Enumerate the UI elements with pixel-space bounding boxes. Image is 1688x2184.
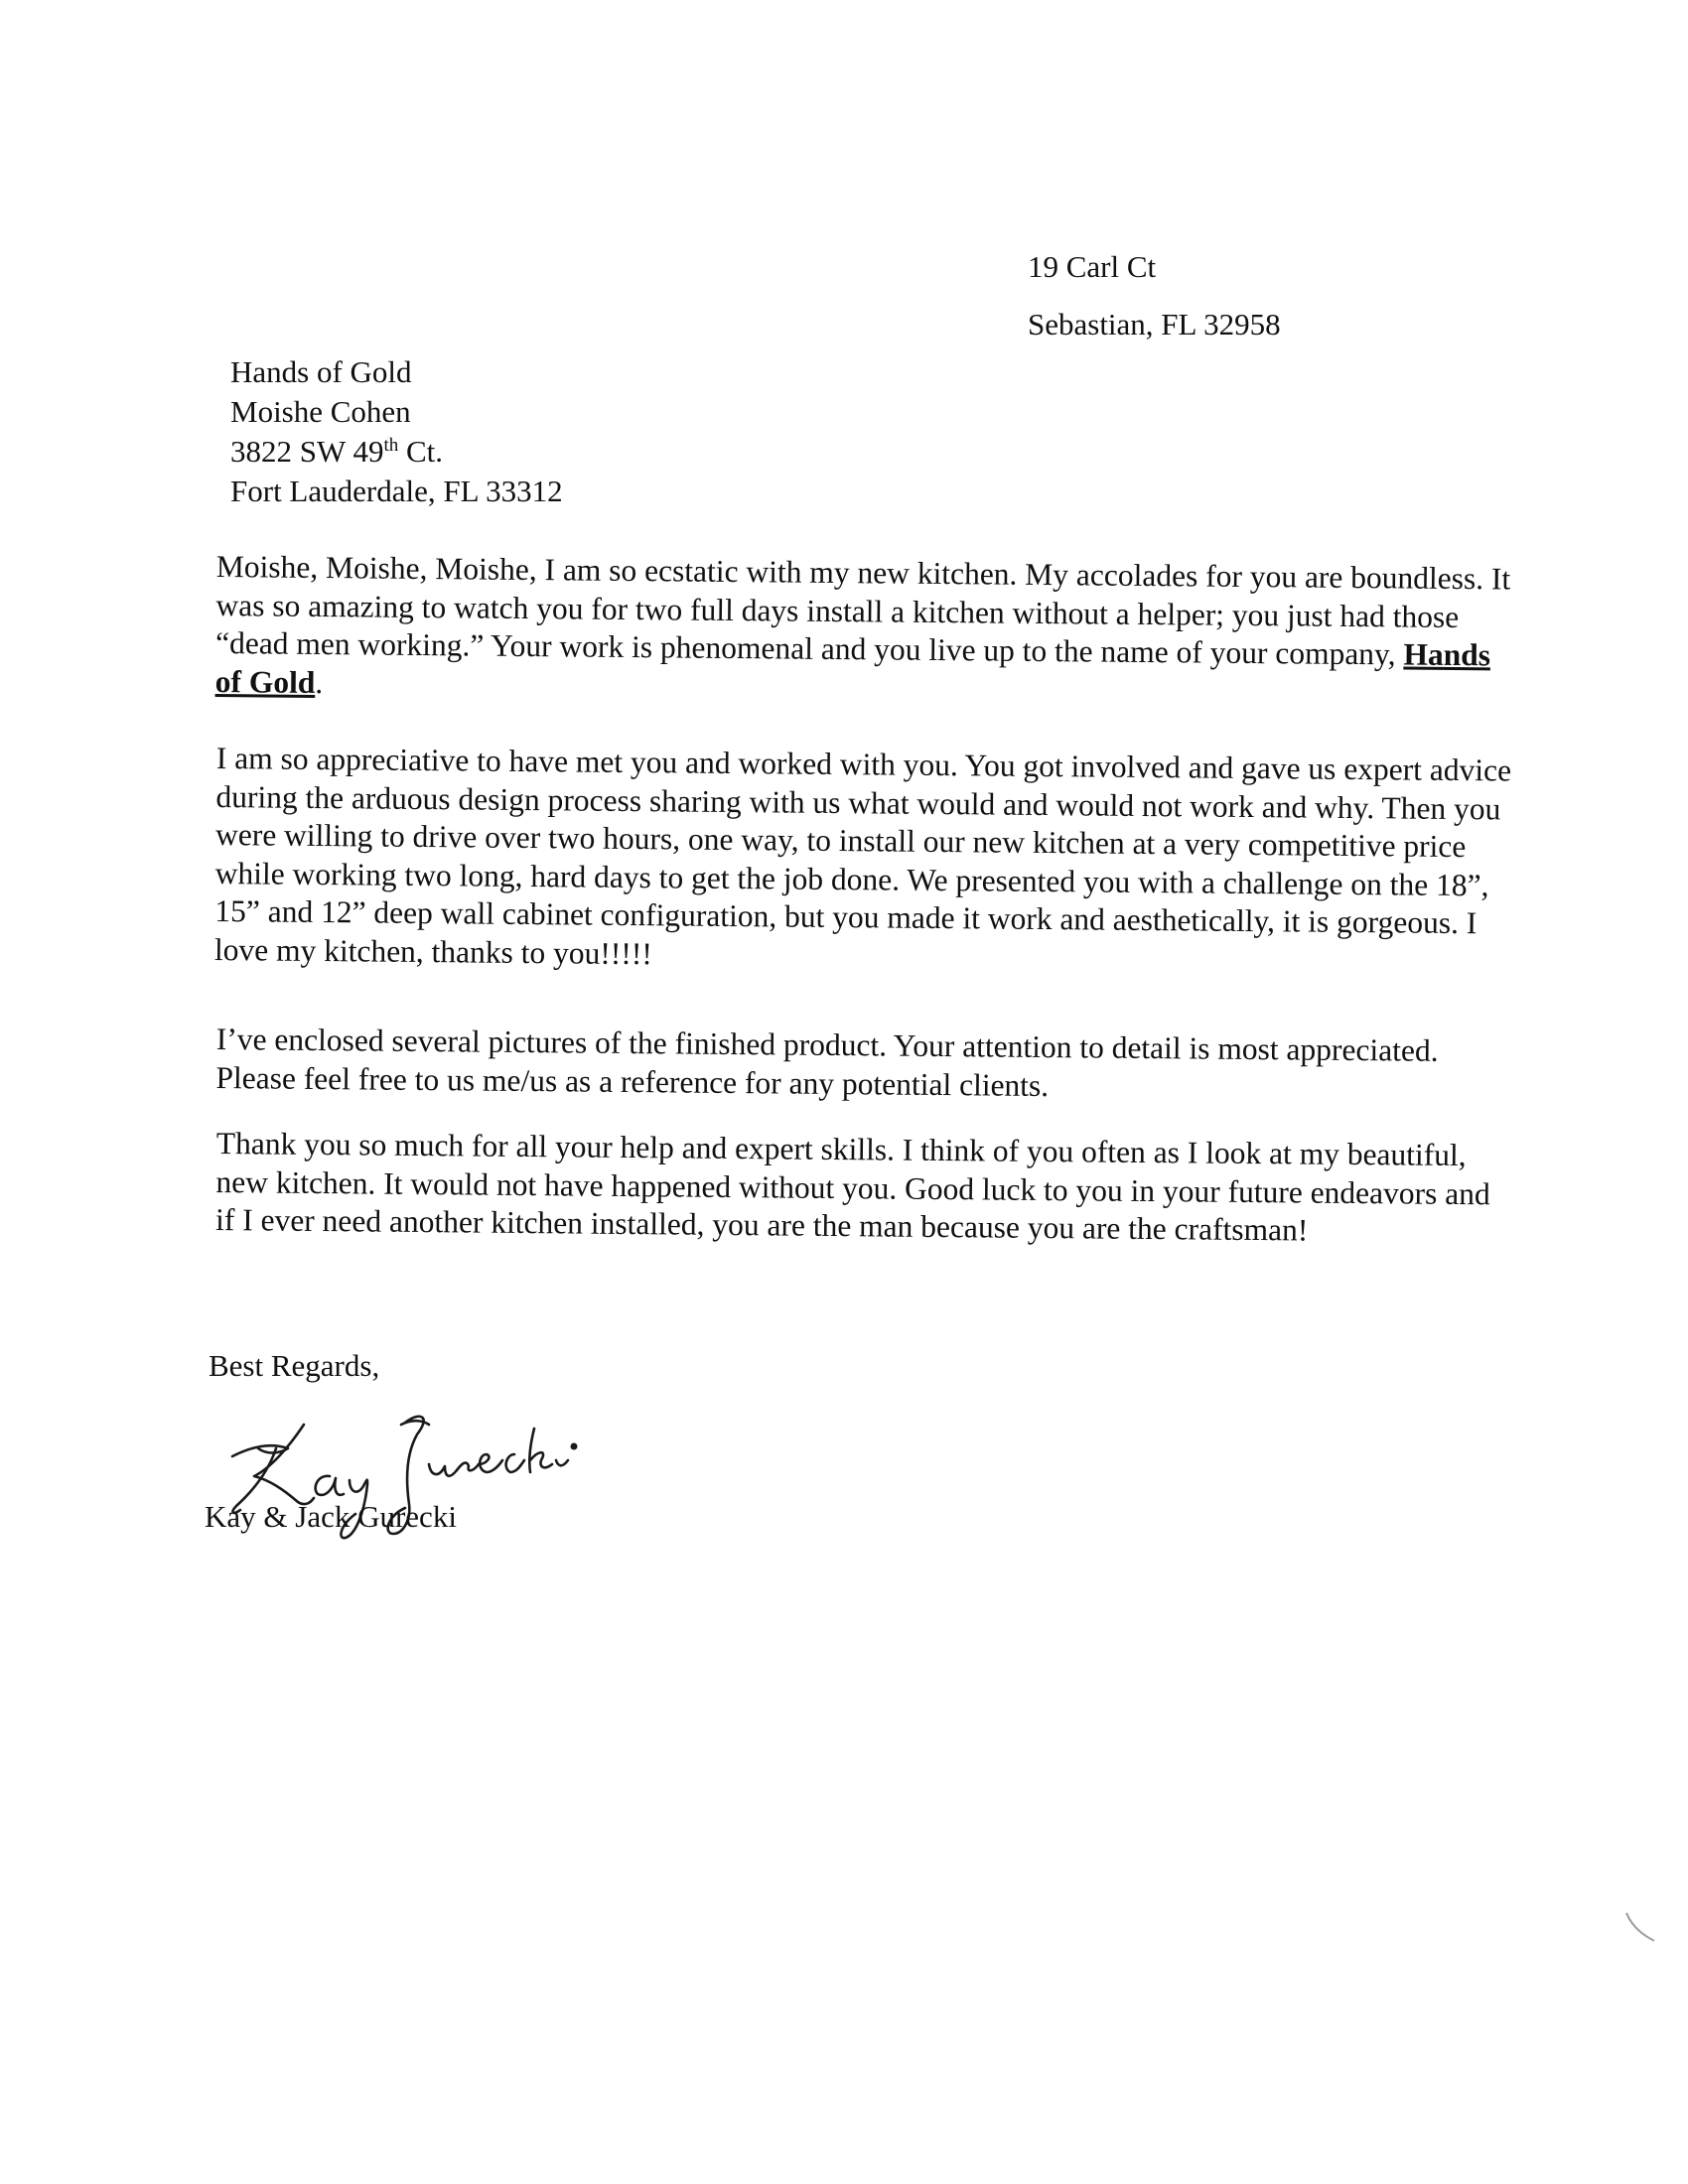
recipient-street-number: 3822 SW 49: [230, 434, 384, 469]
recipient-company: Hands of Gold: [230, 354, 412, 389]
recipient-street-type: Ct.: [398, 434, 444, 469]
paragraph-1-end: .: [315, 664, 324, 700]
body-paragraph-2: I am so appreciative to have met you and worked with you. You got involved and gave us expert advice during the arduous design process sharing with us what would and would not work and why. Then you were willing to drive over two hours, one way, to install our new kitchen at a very competitive price while working two long, hard days to get the job done. We presented you with a challenge on the 18”, 15” and 12” deep wall cabinet configuration, but you made it work and aesthetically, it is gorgeous. I love my kitchen, thanks to you!!!!!: [213, 740, 1512, 971]
recipient-street: [230, 432, 563, 472]
body-paragraph-1: [215, 548, 1517, 714]
recipient-name: Moishe Cohen: [230, 394, 411, 429]
company-name-emphasis: Hands of Gold: [214, 636, 1491, 700]
paragraph-1-text: Moishe, Moishe, Moishe, I am so ecstatic with my new kitchen. My accolades for you are boundless. It was so amazing to watch you for two full days install a kitchen without a helper; you just had those “dead men working.” Your work is phenomenal and you live up to the name of your company,: [214, 548, 1511, 672]
sender-address: [1028, 238, 1281, 353]
scan-edge-mark: [1624, 1911, 1664, 1951]
recipient-street-ordinal: th: [383, 435, 399, 456]
closing-salutation: Best Regards,: [209, 1348, 380, 1383]
signer-name: Kay & Jack Gurecki: [205, 1499, 457, 1534]
recipient-address: [230, 352, 563, 511]
body-paragraph-4: Thank you so much for all your help and expert skills. I think of you often as I look at my beautiful, new kitchen. It would not have happened without you. Good luck to you in your future endeavors and if I ever need another kitchen installed, you are the man because you are the craftsman!: [214, 1126, 1490, 1248]
recipient-city-state-zip: Fort Lauderdale, FL 33312: [230, 474, 563, 508]
sender-city-state-zip: Sebastian, FL 32958: [1028, 307, 1281, 341]
body-paragraph-3: I’ve enclosed several pictures of the finished product. Your attention to detail is most appreciated. Please feel free to us me/us as a reference for any potential clients.: [215, 1022, 1439, 1103]
sender-street: 19 Carl Ct: [1028, 249, 1157, 284]
